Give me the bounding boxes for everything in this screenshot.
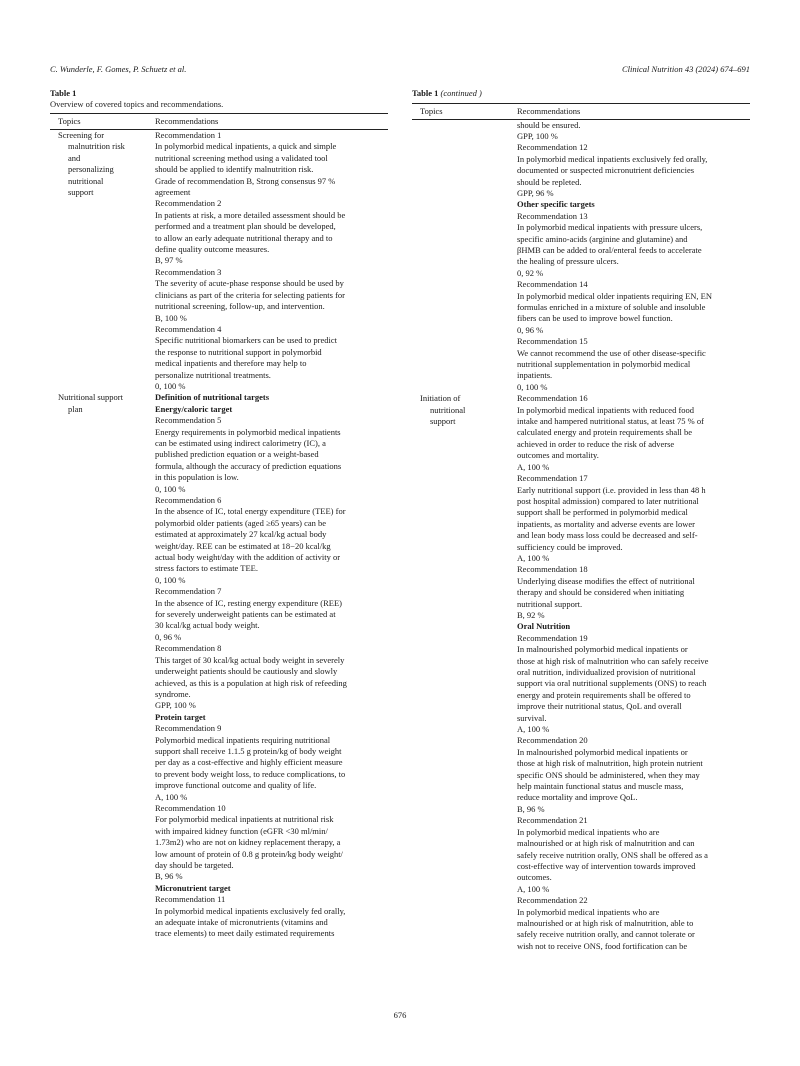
recommendation-cell xyxy=(155,392,388,940)
topic-cell xyxy=(50,392,146,940)
recommendation-line: Recommendation 12 xyxy=(517,142,588,153)
topic-line: Nutritional support xyxy=(58,392,123,403)
recommendation-line: those at high risk of malnutrition who can safely receive xyxy=(517,655,709,666)
recommendation-line: can be estimated using indirect calorimetry (IC), a xyxy=(155,437,326,448)
recommendation-line: clinicians as part of the criteria for selecting patients for xyxy=(155,289,345,300)
column-header-topics: Topics xyxy=(58,116,81,126)
column-header-recommendations: Recommendations xyxy=(517,105,581,116)
recommendation-line: In the absence of IC, resting energy expenditure (REE) xyxy=(155,597,343,608)
recommendation-line: calculated energy and protein requirements shall be xyxy=(517,427,692,438)
recommendation-line: 30 kcal/kg actual body weight. xyxy=(155,620,260,631)
recommendation-line: Early nutritional support (i.e. provided in less than 48 h xyxy=(517,484,706,495)
recommendation-line: A, 100 % xyxy=(517,724,550,735)
topic-line: Initiation of xyxy=(420,393,461,404)
topic-cell xyxy=(50,130,146,392)
page-number: 676 xyxy=(393,1010,407,1020)
recommendation-line: 0, 96 % xyxy=(155,631,182,642)
table-header xyxy=(412,103,750,120)
recommendation-line: outcomes. xyxy=(517,872,552,883)
recommendation-line: estimated at approximately 27 kcal/kg actual body xyxy=(155,529,327,540)
recommendation-line: Recommendation 19 xyxy=(517,632,588,643)
recommendation-line: in this population is low. xyxy=(155,472,239,483)
section-heading: Energy/caloric target xyxy=(155,403,233,414)
recommendation-line: and lean body mass loss could be decreased and self- xyxy=(517,530,698,541)
recommendation-line: GPP, 100 % xyxy=(155,700,196,711)
recommendation-line: cost-effective way of intervention towards improved xyxy=(517,860,696,871)
table-caption-continued xyxy=(412,88,750,99)
recommendation-cell xyxy=(517,120,750,394)
running-header-authors: C. Wunderle, F. Gomes, P. Schuetz et al. xyxy=(50,64,187,74)
recommendation-cell xyxy=(155,130,388,392)
recommendation-line: oral nutrition, individualized provision of nutritional xyxy=(517,667,696,677)
recommendation-line: polymorbid older patients (aged ≥65 years) can be xyxy=(155,517,327,528)
section-heading: Micronutrient target xyxy=(155,882,231,893)
recommendation-line: B, 92 % xyxy=(517,609,545,620)
recommendation-line: per day as a cost-effective and highly efficient measure xyxy=(155,757,343,768)
recommendation-line: A, 100 % xyxy=(155,791,188,802)
recommendation-line: In polymorbid medical inpatients, a quick and simple xyxy=(155,141,337,152)
right-column xyxy=(412,88,750,952)
recommendation-line: Recommendation 18 xyxy=(517,564,588,575)
left-column xyxy=(50,88,388,940)
recommendation-line: wish not to receive ONS, food fortification can be xyxy=(517,940,688,951)
recommendation-line: for severely underweight patients can be estimated at xyxy=(155,609,336,620)
table-header xyxy=(50,113,388,130)
recommendation-line: the healing of pressure ulcers. xyxy=(517,256,619,267)
recommendation-line: In polymorbid medical inpatients who are xyxy=(517,826,660,837)
recommendation-line: In polymorbid medical inpatients with pressure ulcers, xyxy=(517,222,703,233)
recommendation-line: underweight patients should be cautiously and slowly xyxy=(155,666,338,677)
recommendation-line: specific amino-acids (arginine and glutamine) and xyxy=(517,233,688,244)
recommendation-line: 0, 96 % xyxy=(517,324,544,335)
recommendation-line: Recommendation 1 xyxy=(155,130,222,140)
recommendation-line: In polymorbid medical inpatients who are xyxy=(517,906,660,917)
recommendation-line: with impaired kidney function (eGFR <30 ml/min/ xyxy=(155,825,328,836)
recommendation-line: the response to nutritional support in polymorbid xyxy=(155,346,322,357)
recommendation-line: Underlying disease modifies the effect of nutritional xyxy=(517,575,695,586)
recommendation-line: For polymorbid medical inpatients at nutritional risk xyxy=(155,814,334,825)
recommendation-line: Recommendation 2 xyxy=(155,198,222,209)
table-row xyxy=(50,392,388,940)
recommendation-line: Recommendation 21 xyxy=(517,815,588,826)
recommendation-line: nutritional supplementation in polymorbid medical xyxy=(517,359,691,370)
recommendation-line: In polymorbid medical inpatients with reduced food xyxy=(517,404,695,415)
recommendation-line: should be repleted. xyxy=(517,176,582,187)
recommendation-line: help maintain functional status and muscle mass, xyxy=(517,781,684,792)
recommendation-line: specific ONS should be administered, when they may xyxy=(517,769,700,780)
recommendation-line: In malnourished polymorbid medical inpatients or xyxy=(517,644,688,655)
recommendation-line: support shall receive 1.1.5 g protein/kg of body weight xyxy=(155,745,342,756)
table-continued-note: (continued ) xyxy=(440,88,482,98)
recommendation-line: nutritional support. xyxy=(517,598,583,609)
section-heading: Definition of nutritional targets xyxy=(155,392,270,403)
recommendation-line: support via oral nutritional supplements (ONS) to reach xyxy=(517,678,707,689)
recommendation-line: define quality outcome measures. xyxy=(155,244,270,255)
recommendation-line: achieved, as this is a population at high risk of refeeding xyxy=(155,677,347,688)
section-heading: Protein target xyxy=(155,711,206,722)
recommendation-line: to prevent body weight loss, to reduce complications, to xyxy=(155,768,346,779)
recommendation-line: an adequate intake of micronutrients (vitamins and xyxy=(155,917,328,928)
recommendation-line: improve their nutritional status, QoL and overall xyxy=(517,701,682,712)
table-caption xyxy=(50,88,388,109)
recommendation-line: 0, 100 % xyxy=(155,483,186,494)
section-heading: Oral Nutrition xyxy=(517,621,571,632)
recommendation-line: intake and hampered nutritional status, at least 75 % of xyxy=(517,416,704,427)
recommendation-line: actual body weight/day with the addition of activity or xyxy=(155,552,341,563)
table-label: Table 1 xyxy=(50,88,77,98)
recommendation-line: βHMB can be added to oral/enteral feeds to accelerate xyxy=(517,244,702,255)
recommendation-line: In polymorbid medical inpatients exclusively fed orally, xyxy=(517,153,708,164)
recommendation-line: Recommendation 8 xyxy=(155,643,222,654)
recommendation-line: In malnourished polymorbid medical inpatients or xyxy=(517,746,688,757)
recommendation-line: Recommendation 16 xyxy=(517,393,588,404)
recommendation-line: Recommendation 10 xyxy=(155,802,226,813)
recommendation-line: safely receive nutrition orally, ONS shall be offered as a xyxy=(517,849,708,860)
recommendation-line: reduce mortality and improve QoL. xyxy=(517,792,638,803)
recommendation-line: survival. xyxy=(517,712,547,723)
recommendation-line: A, 100 % xyxy=(517,883,550,894)
recommendation-line: In polymorbid medical inpatients exclusively fed orally, xyxy=(155,905,346,916)
recommendation-line: A, 100 % xyxy=(517,552,550,563)
table-row xyxy=(50,130,388,392)
recommendation-line: 1.73m2) who are not on kidney replacement therapy, a xyxy=(155,837,341,848)
recommendation-line: Recommendation 7 xyxy=(155,586,222,597)
recommendation-line: Recommendation 11 xyxy=(155,894,226,905)
recommendation-line: Recommendation 6 xyxy=(155,495,222,505)
table-body xyxy=(50,130,388,940)
recommendation-line: weight/day. REE can be estimated at 18−20 kcal/kg xyxy=(155,540,331,551)
recommendation-line: B, 96 % xyxy=(517,803,545,814)
recommendation-line: Recommendation 20 xyxy=(517,735,588,746)
topic-line: support xyxy=(68,187,94,198)
recommendation-line: sufficiency could be improved. xyxy=(517,541,623,552)
recommendation-line: Recommendation 3 xyxy=(155,266,222,277)
recommendation-line: 0, 100 % xyxy=(155,574,186,585)
recommendation-line: 0, 92 % xyxy=(517,267,544,278)
section-heading: Other specific targets xyxy=(517,199,595,210)
recommendation-line: energy and protein requirements shall be offered to xyxy=(517,689,691,700)
recommendation-line: GPP, 100 % xyxy=(517,130,558,141)
recommendation-line: In polymorbid medical older inpatients requiring EN, EN xyxy=(517,290,712,301)
table-label: Table 1 xyxy=(412,88,439,98)
recommendation-line: documented or suspected micronutrient deficiencies xyxy=(517,165,695,176)
table-title: Overview of covered topics and recommendations. xyxy=(50,98,224,109)
recommendation-line: published prediction equation or a weight-based xyxy=(155,449,319,460)
recommendation-line: fibers can be used to improve bowel function. xyxy=(517,313,673,324)
recommendation-line: Recommendation 9 xyxy=(155,723,222,734)
recommendation-line: nutritional screening method using a validated tool xyxy=(155,152,328,163)
recommendation-line: improve functional outcome and quality of life. xyxy=(155,780,317,791)
recommendation-line: to allow an early adequate nutritional therapy and to xyxy=(155,232,333,243)
recommendation-line: medical inpatients and therefore may help to xyxy=(155,358,307,369)
recommendation-line: Recommendation 13 xyxy=(517,210,588,221)
recommendation-line: In patients at risk, a more detailed assessment should be xyxy=(155,209,346,220)
recommendation-line: Recommendation 14 xyxy=(517,279,588,290)
recommendation-line: Recommendation 5 xyxy=(155,415,222,426)
recommendation-line: day should be targeted. xyxy=(155,860,234,870)
column-header-topics: Topics xyxy=(420,105,443,116)
recommendation-line: formula, although the accuracy of prediction equations xyxy=(155,460,342,471)
recommendation-line: B, 97 % xyxy=(155,255,183,266)
recommendation-line: The severity of acute-phase response should be used by xyxy=(155,278,344,289)
recommendation-line: malnourished or at high risk of malnutrition and can xyxy=(517,838,695,849)
recommendation-line: formulas enriched in a mixture of soluble and insoluble xyxy=(517,302,706,312)
recommendation-line: should be ensured. xyxy=(517,119,581,130)
topic-line: nutritional xyxy=(68,175,104,186)
table-body xyxy=(412,120,750,953)
topic-line: Screening for xyxy=(58,130,105,140)
recommendation-line: 0, 100 % xyxy=(517,381,548,392)
topic-cell xyxy=(412,393,508,952)
topic-line: nutritional xyxy=(430,404,466,415)
recommendation-line: inpatients, as mortality and adverse events are lower xyxy=(517,518,695,529)
recommendation-line: Grade of recommendation B, Strong consensus 97 % xyxy=(155,175,336,186)
table-row xyxy=(412,120,750,394)
running-header-journal: Clinical Nutrition 43 (2024) 674–691 xyxy=(622,64,750,74)
recommendation-line: Specific nutritional biomarkers can be used to predict xyxy=(155,335,337,346)
recommendation-line: Recommendation 22 xyxy=(517,895,588,906)
recommendation-line: nutritional screening, follow-up, and intervention. xyxy=(155,301,325,312)
topic-line: personalizing xyxy=(68,164,114,175)
table-row xyxy=(412,393,750,952)
recommendation-line: inpatients. xyxy=(517,370,553,381)
recommendation-line: syndrome. xyxy=(155,688,191,699)
recommendation-line: A, 100 % xyxy=(517,461,550,472)
recommendation-line: should be applied to identify malnutrition risk. xyxy=(155,164,314,175)
recommendation-line: those at high risk of malnutrition, high protein nutrient xyxy=(517,758,703,769)
recommendation-line: GPP, 96 % xyxy=(517,187,554,198)
recommendation-line: post hospital admission) compared to later nutritional xyxy=(517,495,699,506)
recommendation-line: safely receive nutrition orally, and cannot tolerate or xyxy=(517,929,695,940)
recommendation-line: performed and a treatment plan should be developed, xyxy=(155,221,336,232)
recommendation-cell xyxy=(517,393,750,952)
recommendation-line: support shall be performed in polymorbid medical xyxy=(517,507,688,518)
recommendation-line: Recommendation 15 xyxy=(517,336,588,347)
topic-line: plan xyxy=(68,403,83,414)
column-header-recommendations: Recommendations xyxy=(155,116,219,126)
recommendation-line: Recommendation 17 xyxy=(517,473,588,484)
recommendation-line: low amount of protein of 0.8 g protein/kg body weight/ xyxy=(155,848,343,859)
recommendation-line: achieved in order to reduce the risk of adverse xyxy=(517,438,675,449)
recommendation-line: malnourished or at high risk of malnutrition, able to xyxy=(517,917,694,928)
recommendation-line: In the absence of IC, total energy expenditure (TEE) for xyxy=(155,506,346,517)
recommendation-line: This target of 30 kcal/kg actual body weight in severely xyxy=(155,654,345,665)
recommendation-line: B, 100 % xyxy=(155,312,187,323)
recommendation-line: stress factors to estimate TEE. xyxy=(155,563,258,574)
recommendation-line: therapy and should be considered when initiating xyxy=(517,587,685,598)
topic-line: and xyxy=(68,152,81,163)
recommendation-line: trace elements) to meet daily estimated requirements xyxy=(155,928,335,939)
recommendation-line: We cannot recommend the use of other disease-specific xyxy=(517,347,706,358)
recommendation-line: outcomes and mortality. xyxy=(517,450,599,461)
topic-cell xyxy=(412,120,508,394)
recommendation-line: personalize nutritional treatments. xyxy=(155,369,271,380)
recommendation-line: Energy requirements in polymorbid medical inpatients xyxy=(155,426,341,437)
recommendation-line: agreement xyxy=(155,187,191,198)
recommendation-line: B, 96 % xyxy=(155,871,183,882)
recommendation-line: Recommendation 4 xyxy=(155,323,222,334)
recommendation-line: 0, 100 % xyxy=(155,380,186,391)
recommendation-line: Polymorbid medical inpatients requiring nutritional xyxy=(155,734,331,745)
topic-line: malnutrition risk xyxy=(68,141,125,152)
topic-line: support xyxy=(430,416,456,427)
